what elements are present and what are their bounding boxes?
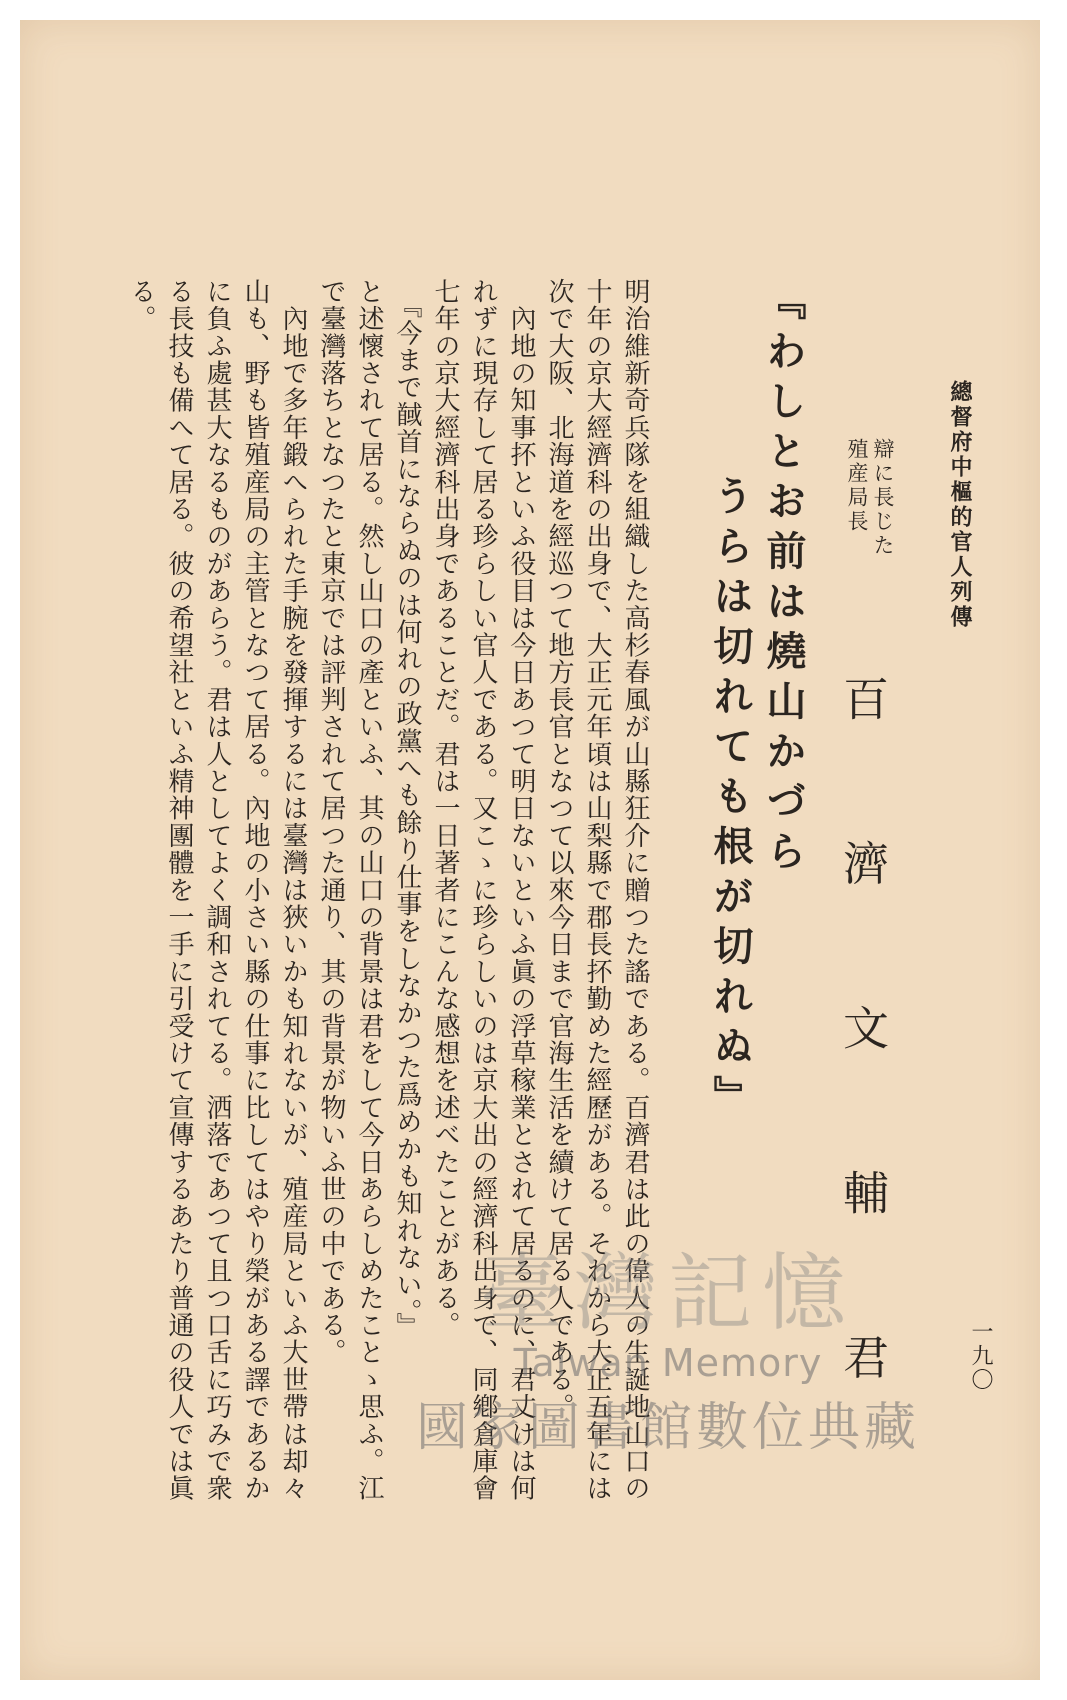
watermark-emblem: 臺灣記憶 — [479, 1244, 856, 1342]
running-head: 總督府中樞的官人列傳 — [947, 380, 973, 630]
body-column: と述懷されて居る。然し山口の產といふ、其の山口の背景は君をして今日あらしめたことゝ思ふ。江 — [354, 278, 384, 1502]
library-watermark — [416, 1226, 920, 1460]
watermark-english: Taiwan Memory — [513, 1341, 823, 1385]
body-column: 十年の京大經濟科の出身で、大正元年頃は山梨縣で郡長抔勤めた經歷がある。それから大正五年には — [582, 278, 612, 1502]
body-column: 次で大阪、北海道を經巡つて地方長官となつて以來今日まで官海生活を續けて居る人である。 — [544, 278, 574, 1421]
body-column: で臺灣落ちとなつたと東京では評判されて居つた通り、其の背景が物いふ世の中である。 — [316, 278, 346, 1366]
page-number: 一九〇 — [968, 1320, 993, 1392]
body-column: 明治維新奇兵隊を組織した高杉春風が山縣狂介に贈つた謠である。百濟君は此の偉人の生誕地山口の — [620, 278, 650, 1502]
body-column: 七年の京大經濟科出身であることだ。君は一日著者にこんな感想を述べたことがある。 — [430, 278, 460, 1339]
body-column: る。 — [126, 278, 156, 333]
body-column: に負ふ處甚大なるものがあらう。君は人としてよく調和されてる。洒落であつて且つ口舌に巧みで衆 — [202, 278, 232, 1502]
body-column: 內地の知事抔といふ役目は今日あつて明日ないといふ眞の浮草稼業とされて居るのに、君丈けは何 — [506, 305, 536, 1502]
book-page — [20, 20, 1040, 1680]
body-column: る長技も備へて居る。彼の希望社といふ精神團體を一手に引受けて宣傳するあたり普通の役人では眞 — [164, 278, 194, 1502]
body-column: 『今まで馘首にならぬのは何れの政黨へも餘り仕事をしなかつた爲めかも知れない。』 — [392, 278, 422, 1340]
headline-line-1: 『わしとお前は燒山かづら — [760, 280, 806, 880]
role-line-1: 辯に長じた — [871, 438, 895, 558]
body-column: 山も、野も皆殖産局の主管となつて居る。內地の小さい縣の仕事に比してはやり榮がある譯であるか — [240, 278, 270, 1502]
role-line-2: 殖産局長 — [845, 438, 869, 534]
body-column: れずに現存して居る珍らしい官人である。又こゝに珍らしいのは京大出の經濟科出身で、同鄕倉庫會 — [468, 278, 498, 1502]
subject-name: 百 濟 文 輔 君 — [836, 675, 890, 1432]
watermark-library: 國家圖書館數位典藏 — [415, 1398, 920, 1458]
headline-line-2: うらは切れても根が切れぬ』 — [707, 475, 753, 1125]
body-column: 內地で多年鍛へられた手腕を發揮するには臺灣は狹いかも知れないが、殖産局といふ大世帶は却々 — [278, 305, 308, 1502]
